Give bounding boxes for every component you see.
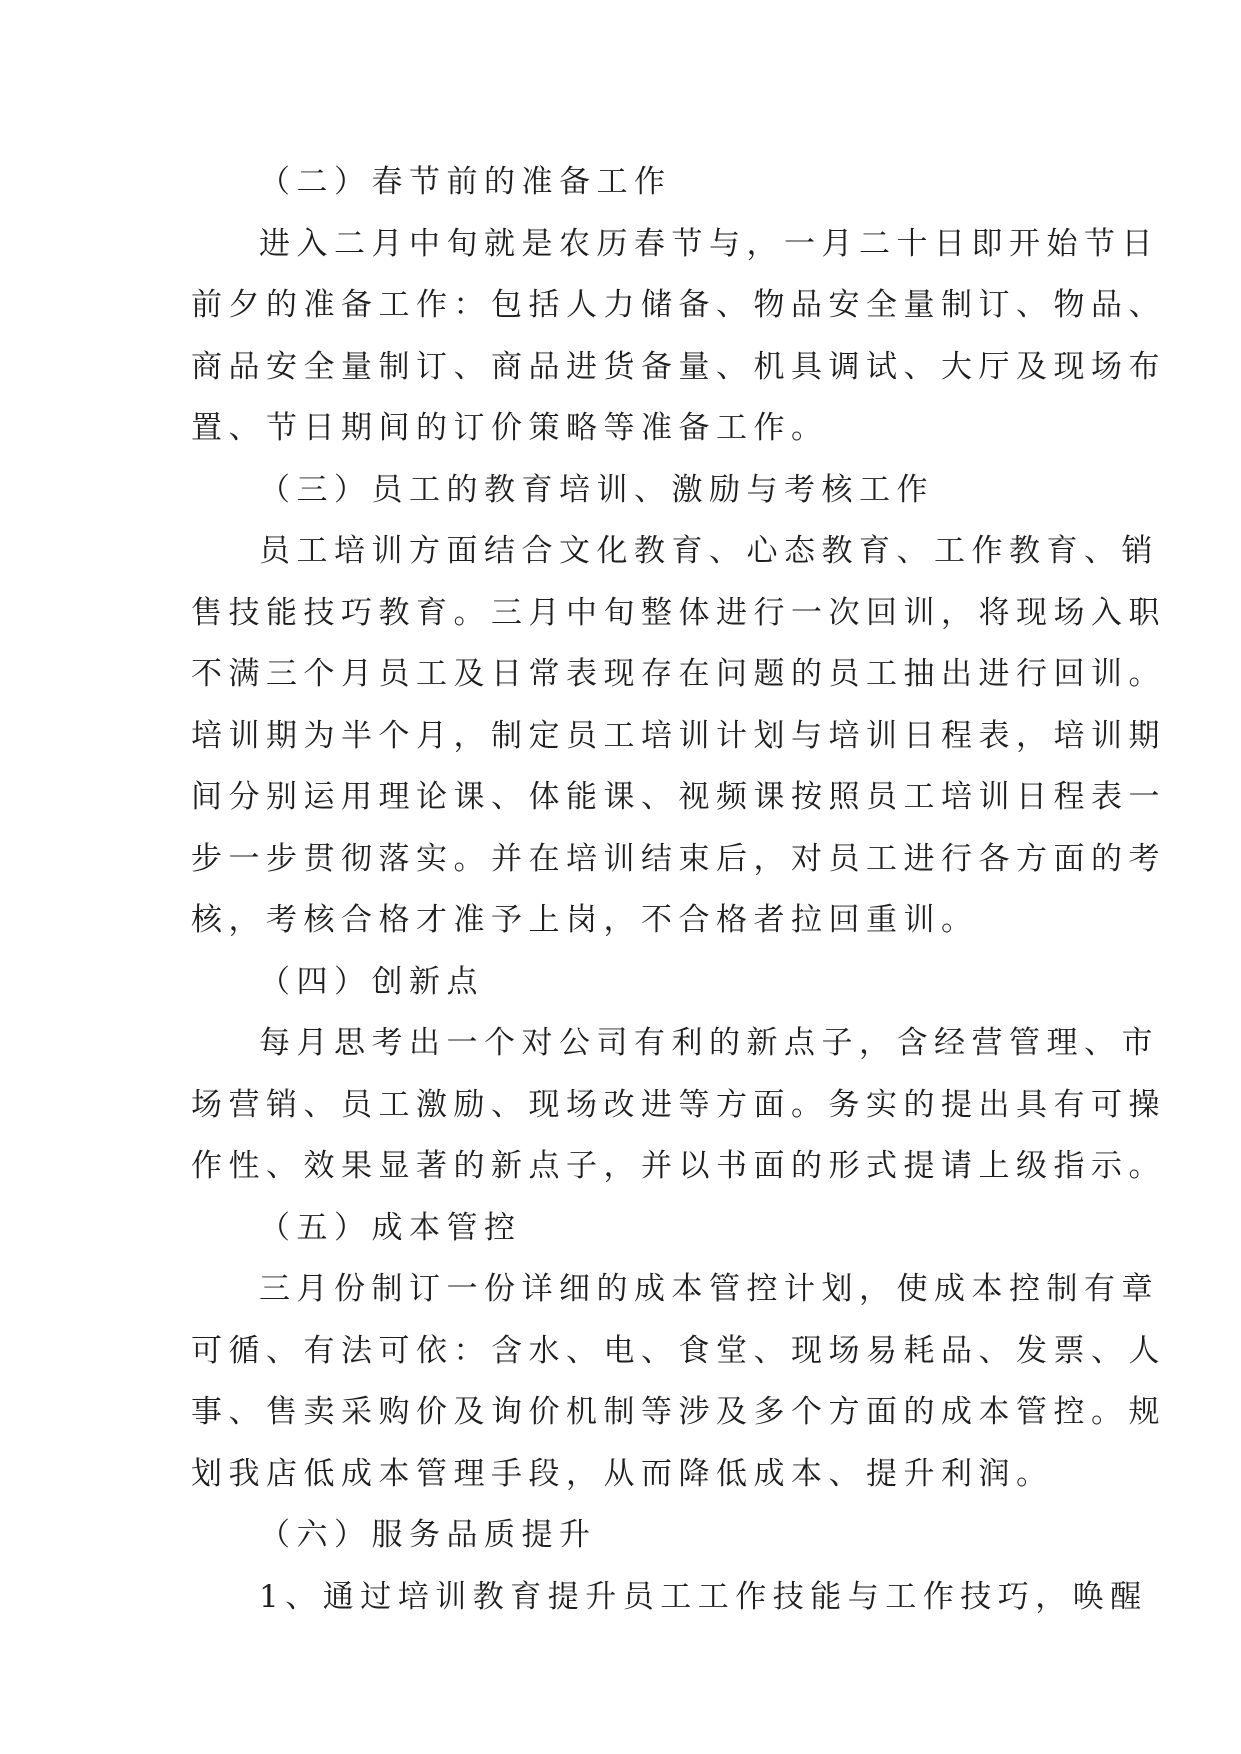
paragraph-line: 培训期为半个月，制定员工培训计划与培训日程表，培训期: [191, 717, 1166, 754]
paragraph-line-indented: （二）春节前的准备工作: [259, 164, 672, 200]
paragraph-line: 作性、效果显著的新点子，并以书面的形式提请上级指示。: [191, 1148, 1166, 1184]
paragraph-line: 事、售卖采购价及询价机制等涉及多个方面的成本管控。规: [191, 1394, 1166, 1430]
paragraph-line: 置、节日期间的订价策略等准备工作。: [191, 410, 829, 446]
paragraph-line-indented: 每月思考出一个对公司有利的新点子，含经营管理、市: [259, 1025, 1159, 1061]
paragraph-line: 售技能技巧教育。三月中旬整体进行一次回训，将现场入职: [191, 594, 1166, 631]
paragraph-line-indented: （三）员工的教育培训、激励与考核工作: [259, 471, 934, 508]
paragraph-line-indented: 1、通过培训教育提升员工工作技能与工作技巧，唤醒: [259, 1578, 1148, 1615]
document-body: [191, 152, 1166, 1628]
paragraph-line: 商品安全量制订、商品进货备量、机具调试、大厅及现场布: [191, 348, 1166, 385]
paragraph-line: 步一步贯彻落实。并在培训结束后，对员工进行各方面的考: [191, 840, 1166, 877]
paragraph-line: 不满三个月员工及日常表现存在问题的员工抽出进行回训。: [191, 656, 1166, 692]
paragraph-line: 可循、有法可依：含水、电、食堂、现场易耗品、发票、人: [191, 1332, 1166, 1369]
paragraph-line-indented: 三月份制订一份详细的成本管控计划，使成本控制有章: [259, 1271, 1159, 1307]
paragraph-line: 场营销、员工激励、现场改进等方面。务实的提出具有可操: [191, 1086, 1166, 1123]
paragraph-line-indented: 员工培训方面结合文化教育、心态教育、工作教育、销: [259, 533, 1159, 569]
paragraph-line: 间分别运用理论课、体能课、视频课按照员工培训日程表一: [191, 779, 1166, 815]
paragraph-line-indented: （四）创新点: [259, 963, 484, 1000]
paragraph-line-indented: 进入二月中旬就是农历春节与，一月二十日即开始节日: [259, 225, 1159, 262]
paragraph-line: 前夕的准备工作：包括人力储备、物品安全量制订、物品、: [191, 287, 1166, 323]
paragraph-line-indented: （五）成本管控: [259, 1209, 522, 1246]
paragraph-line: 核，考核合格才准予上岗，不合格者拉回重训。: [191, 902, 979, 938]
paragraph-line: 划我店低成本管理手段，从而降低成本、提升利润。: [191, 1455, 1054, 1492]
paragraph-line-indented: （六）服务品质提升: [259, 1517, 597, 1553]
